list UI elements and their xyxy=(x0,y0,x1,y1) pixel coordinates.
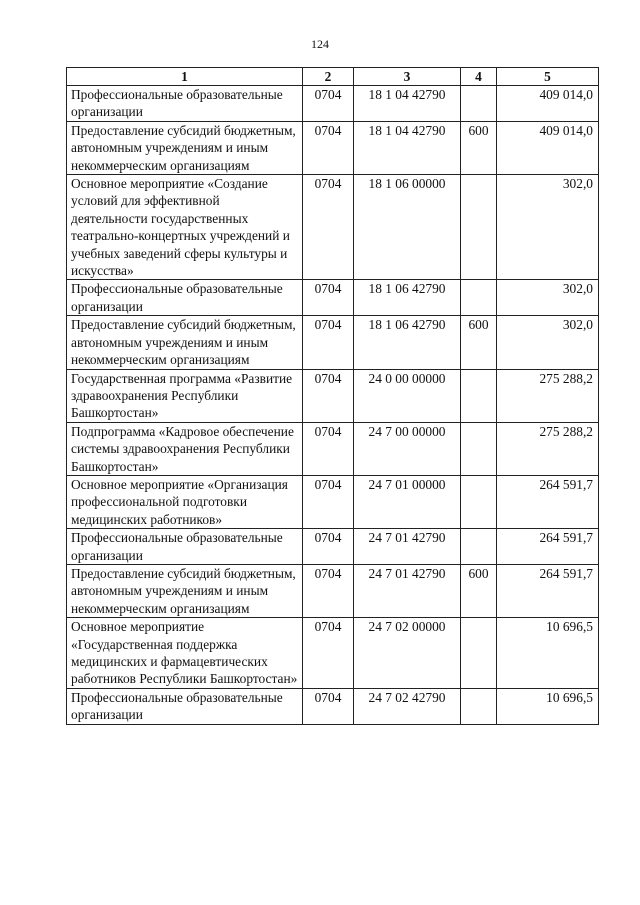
row-code: 24 7 02 42790 xyxy=(354,688,461,724)
table-row xyxy=(67,86,599,122)
table-row xyxy=(67,369,599,422)
row-vr: 600 xyxy=(461,316,497,369)
header-col-1: 1 xyxy=(67,68,303,86)
row-code: 24 7 01 42790 xyxy=(354,529,461,565)
header-col-5: 5 xyxy=(497,68,599,86)
budget-table xyxy=(66,67,599,725)
row-vr xyxy=(461,86,497,122)
row-amount: 10 696,5 xyxy=(497,618,599,689)
row-name: Профессиональные образовательные организации xyxy=(67,688,303,724)
table-row xyxy=(67,121,599,174)
row-code: 18 1 04 42790 xyxy=(354,121,461,174)
row-name: Профессиональные образовательные организации xyxy=(67,529,303,565)
row-name: Предоставление субсидий бюджетным, автономным учреждениям и иным некоммерческим организациям xyxy=(67,564,303,617)
row-code: 24 7 00 00000 xyxy=(354,422,461,475)
row-amount: 275 288,2 xyxy=(497,369,599,422)
row-vr xyxy=(461,529,497,565)
row-amount: 275 288,2 xyxy=(497,422,599,475)
table-row xyxy=(67,280,599,316)
row-section: 0704 xyxy=(303,475,354,528)
row-vr xyxy=(461,475,497,528)
row-vr: 600 xyxy=(461,121,497,174)
row-name: Государственная программа «Развитие здравоохранения Республики Башкортостан» xyxy=(67,369,303,422)
header-col-3: 3 xyxy=(354,68,461,86)
page-number: 124 xyxy=(311,37,329,51)
row-name: Основное мероприятие «Организация профессиональной подготовки медицинских работников» xyxy=(67,475,303,528)
row-section: 0704 xyxy=(303,86,354,122)
table-row xyxy=(67,175,599,280)
row-section: 0704 xyxy=(303,422,354,475)
row-section: 0704 xyxy=(303,529,354,565)
row-code: 24 7 02 00000 xyxy=(354,618,461,689)
row-section: 0704 xyxy=(303,369,354,422)
header-col-2: 2 xyxy=(303,68,354,86)
row-amount: 409 014,0 xyxy=(497,121,599,174)
row-section: 0704 xyxy=(303,121,354,174)
row-section: 0704 xyxy=(303,280,354,316)
row-section: 0704 xyxy=(303,564,354,617)
row-code: 24 0 00 00000 xyxy=(354,369,461,422)
row-code: 18 1 04 42790 xyxy=(354,86,461,122)
row-amount: 264 591,7 xyxy=(497,564,599,617)
row-name: Предоставление субсидий бюджетным, автономным учреждениям и иным некоммерческим организациям xyxy=(67,316,303,369)
row-code: 24 7 01 42790 xyxy=(354,564,461,617)
row-vr xyxy=(461,688,497,724)
table-row xyxy=(67,316,599,369)
row-name: Основное мероприятие «Создание условий для эффективной деятельности государственных театрально-концертных учреждений и учебных заведений сферы культуры и искусства» xyxy=(67,175,303,280)
row-amount: 409 014,0 xyxy=(497,86,599,122)
row-amount: 264 591,7 xyxy=(497,529,599,565)
row-name: Профессиональные образовательные организации xyxy=(67,280,303,316)
row-code: 18 1 06 42790 xyxy=(354,316,461,369)
table-row xyxy=(67,475,599,528)
table-row xyxy=(67,422,599,475)
row-section: 0704 xyxy=(303,688,354,724)
row-name: Предоставление субсидий бюджетным, автономным учреждениям и иным некоммерческим организациям xyxy=(67,121,303,174)
row-amount: 264 591,7 xyxy=(497,475,599,528)
row-vr xyxy=(461,422,497,475)
row-amount: 302,0 xyxy=(497,280,599,316)
row-vr xyxy=(461,369,497,422)
header-row xyxy=(67,68,599,86)
row-name: Подпрограмма «Кадровое обеспечение системы здравоохранения Республики Башкортостан» xyxy=(67,422,303,475)
row-vr xyxy=(461,618,497,689)
table-row xyxy=(67,688,599,724)
row-amount: 302,0 xyxy=(497,175,599,280)
row-name: Профессиональные образовательные организации xyxy=(67,86,303,122)
row-code: 18 1 06 42790 xyxy=(354,280,461,316)
table-row xyxy=(67,618,599,689)
table-row xyxy=(67,564,599,617)
row-amount: 302,0 xyxy=(497,316,599,369)
row-section: 0704 xyxy=(303,618,354,689)
row-vr: 600 xyxy=(461,564,497,617)
row-name: Основное мероприятие «Государственная поддержка медицинских и фармацевтических работников Республики Башкортостан» xyxy=(67,618,303,689)
row-section: 0704 xyxy=(303,316,354,369)
table-row xyxy=(67,529,599,565)
row-vr xyxy=(461,175,497,280)
row-code: 24 7 01 00000 xyxy=(354,475,461,528)
row-section: 0704 xyxy=(303,175,354,280)
row-code: 18 1 06 00000 xyxy=(354,175,461,280)
row-amount: 10 696,5 xyxy=(497,688,599,724)
header-col-4: 4 xyxy=(461,68,497,86)
row-vr xyxy=(461,280,497,316)
